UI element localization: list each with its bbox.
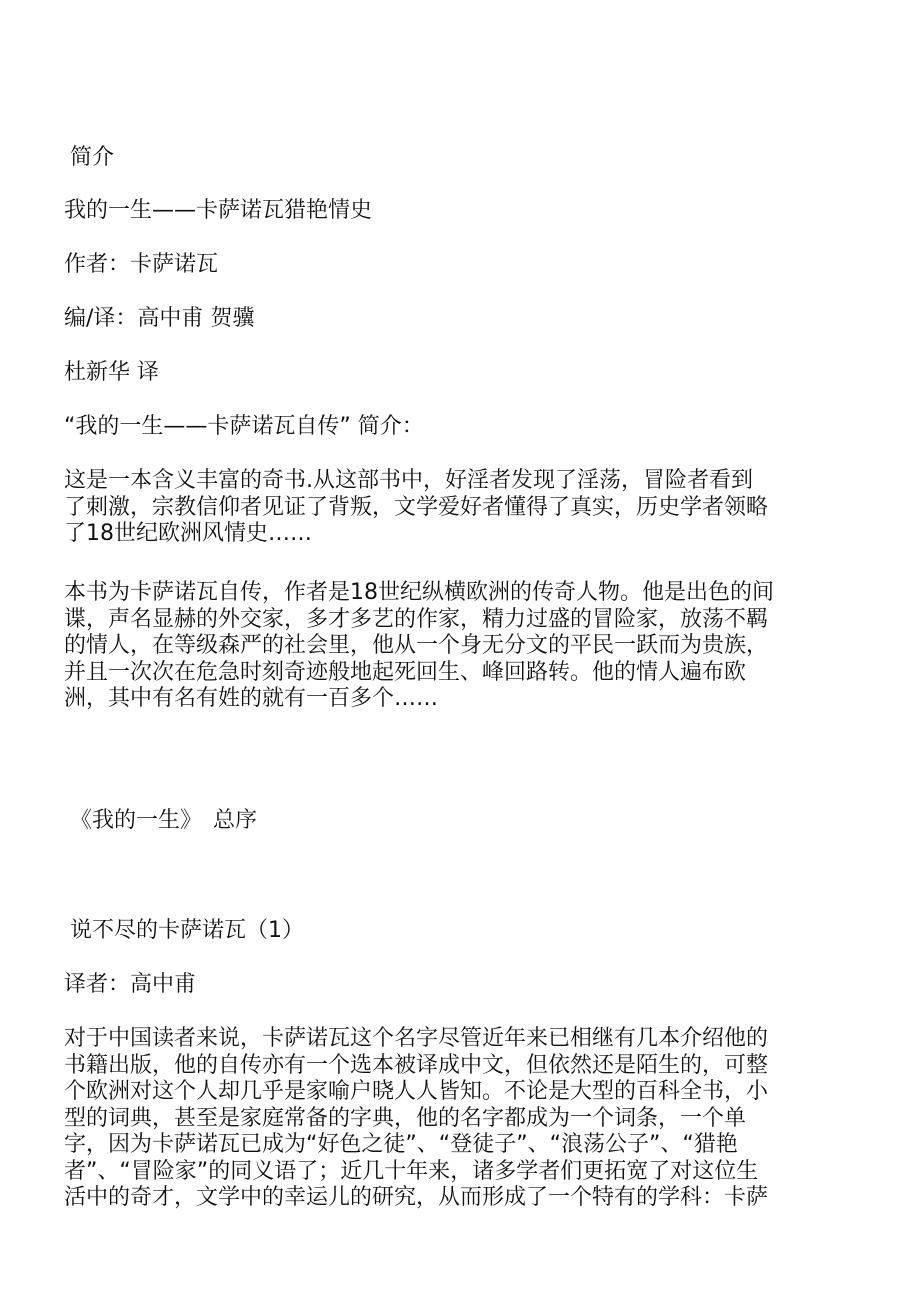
chapter-translator: 译者：高中甫 — [64, 972, 197, 997]
author-line: 作者：卡萨诺瓦 — [64, 252, 219, 277]
chapter-heading: 说不尽的卡萨诺瓦（1） — [70, 918, 304, 943]
summary-paragraph-1: 这是一本含义丰富的奇书.从这部书中，好淫者发现了淫荡，冒险者看到 了刺激，宗教信仰者见证了背叛，文学爱好者懂得了真实，历史学者领略 了18世纪欧洲风情史…… — [64, 468, 769, 546]
book-title: 我的一生——卡萨诺瓦猎艳情史 — [64, 198, 373, 223]
summary-heading: “我的一生——卡萨诺瓦自传” 简介： — [64, 414, 424, 439]
summary-paragraph-2: 本书为卡萨诺瓦自传，作者是18世纪纵横欧洲的传奇人物。他是出色的间 谍，声名显赫的外交家，多才多艺的作家，精力过盛的冒险家，放荡不羁 的情人，在等级森严的社会里，他从一个身无分文的平民一跃而为贵族， 并且一次次在危急时刻奇迹般地起死回生、峰回路转。他的情人遍布欧 洲，其中有名有姓的就有一百多个…… — [64, 580, 774, 711]
translator-line: 杜新华 译 — [64, 360, 159, 385]
editors-line: 编/译：高中甫 贺骥 — [64, 306, 255, 331]
preface-heading: 《我的一生》 总序 — [70, 808, 258, 833]
intro-heading: 简介 — [70, 145, 115, 170]
chapter-paragraph: 对于中国读者来说，卡萨诺瓦这个名字尽管近年来已相继有几本介绍他的 书籍出版，他的自传亦有一个选本被译成中文，但依然还是陌生的，可整 个欧洲对这个人却几乎是家喻户晓人人皆知。不论是大型的百科全书，小 型的词典，甚至是家庭常备的字典，他的名字都成为一个词条，一个单 字，因为卡萨诺瓦已成为“好色之徒”、“登徒子”、“浪荡公子”、“猎艳 者”、“冒险家”的同义语了；近几十年来，诸多学者们更拓宽了对这位生 活中的奇才，文学中的幸运儿的研究，从而形成了一个特有的学科：卡萨 — [64, 1026, 769, 1210]
